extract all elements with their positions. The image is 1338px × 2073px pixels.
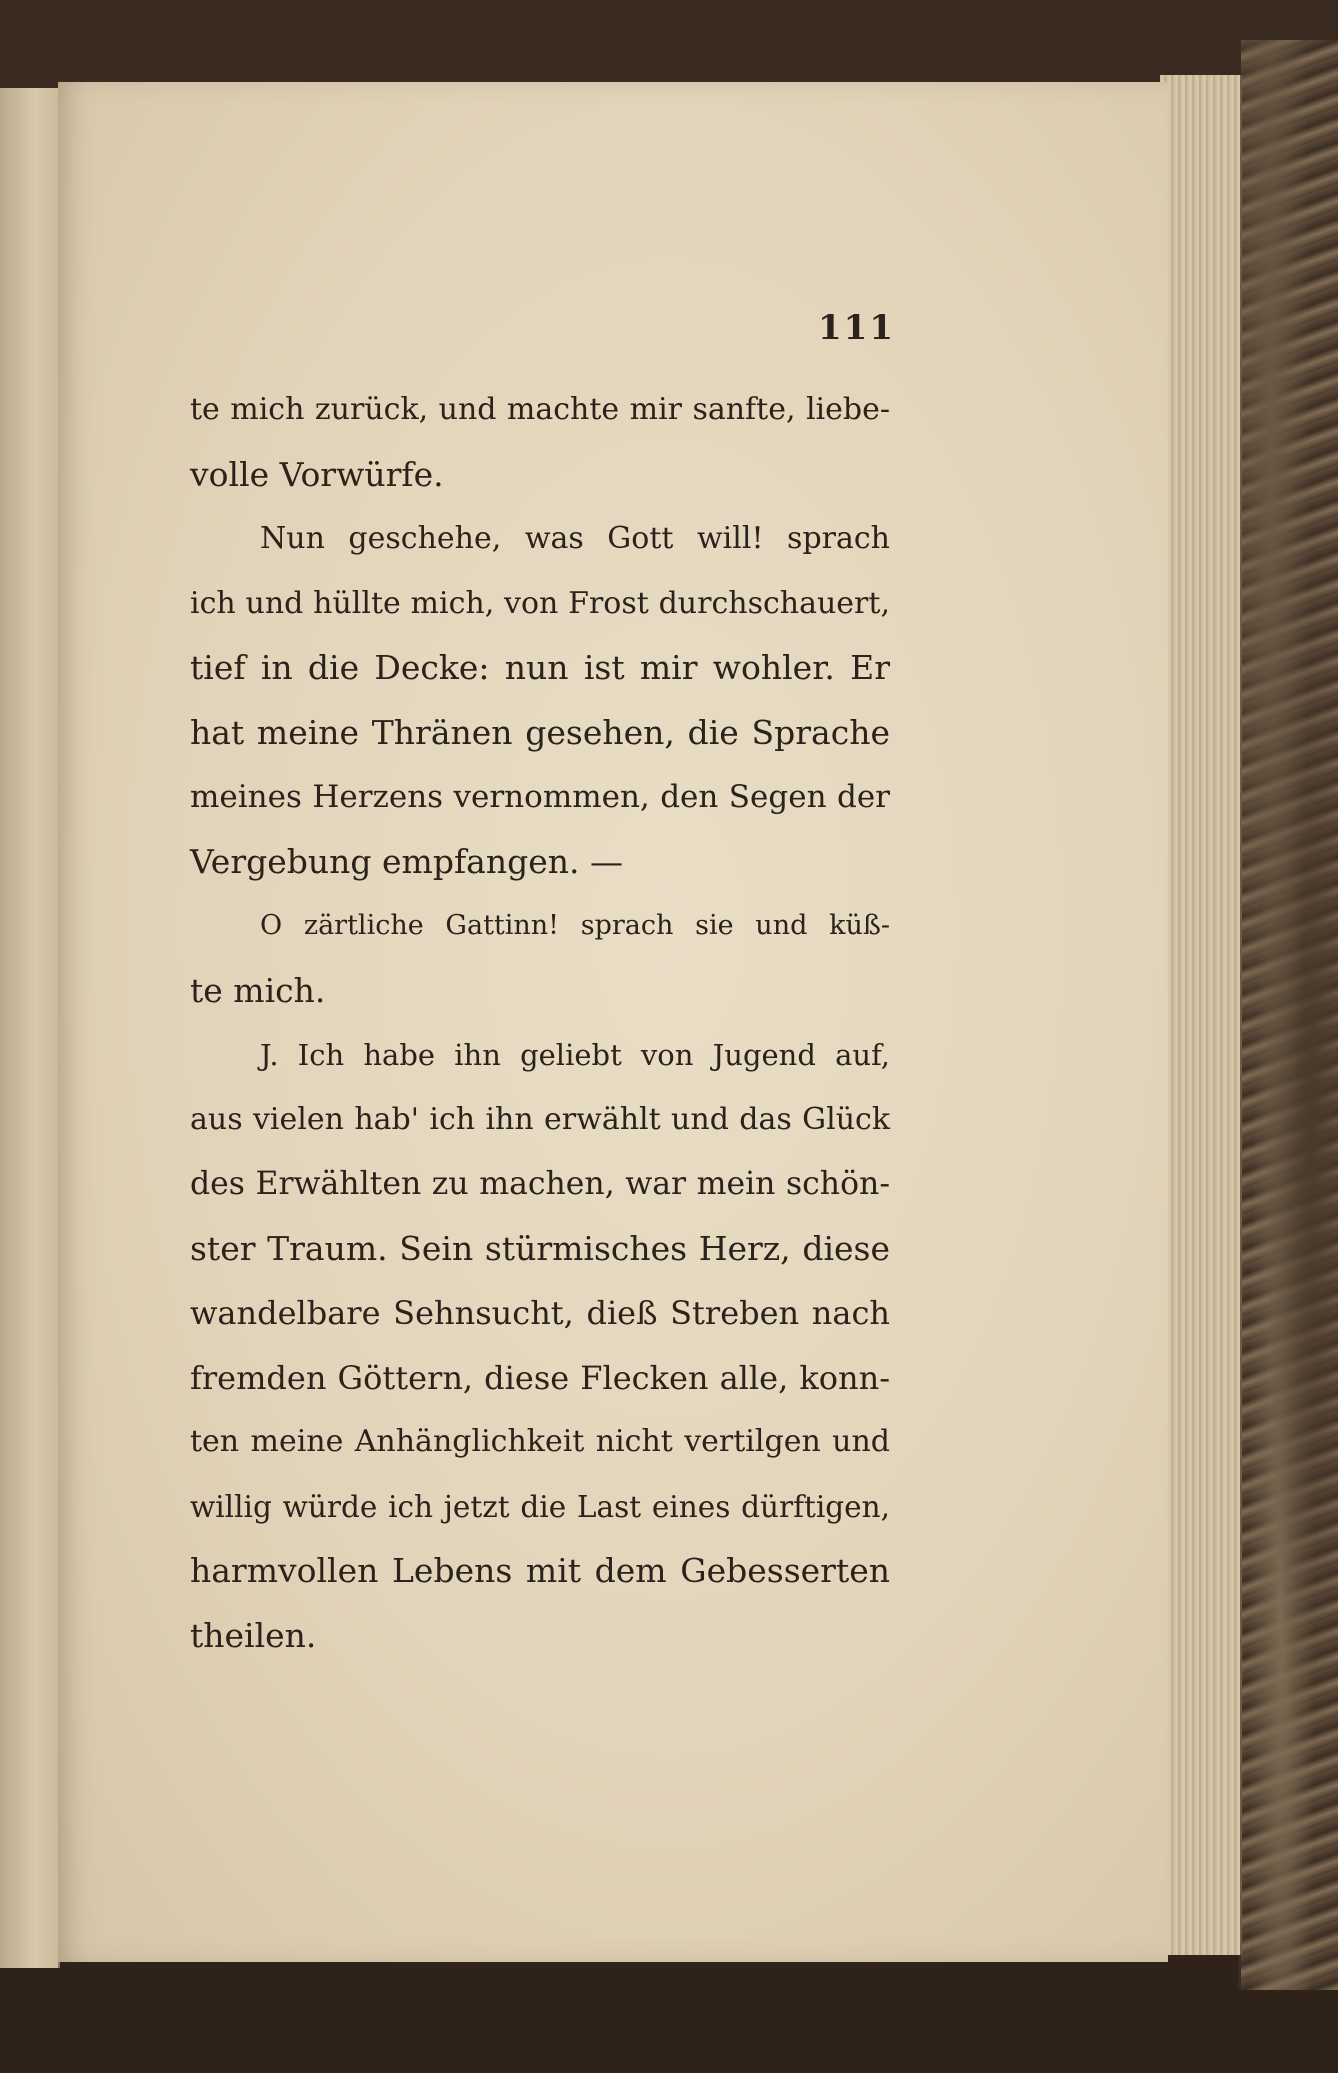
- text-line: te mich zurück, und machte mir sanfte, liebe-: [190, 392, 890, 427]
- text-line: aus vielen hab' ich ihn erwählt und das Glück: [190, 1101, 890, 1137]
- text-line: theilen.: [190, 1615, 317, 1655]
- text-line: harmvollen Lebens mit dem Gebesserten: [190, 1551, 890, 1590]
- text-line: te mich.: [190, 970, 326, 1010]
- text-line: ster Traum. Sein stürmisches Herz, diese: [190, 1228, 890, 1268]
- text-line: ten meine Anhänglichkeit nicht vertilgen und: [190, 1424, 890, 1459]
- text-line: hat meine Thränen gesehen, die Sprache: [190, 712, 890, 752]
- body-text: [190, 378, 890, 1668]
- text-line: Nun geschehe, was Gott will! sprach: [260, 521, 890, 556]
- text-line: fremden Göttern, diese Flecken alle, konn-: [190, 1358, 890, 1397]
- text-line: des Erwählten zu machen, war mein schön-: [190, 1166, 890, 1202]
- page-stack-edge: [1160, 75, 1242, 1955]
- text-line: meines Herzens vernommen, den Segen der: [190, 779, 890, 815]
- left-page-edge: [0, 88, 60, 1968]
- text-line: wandelbare Sehnsucht, dieß Streben nach: [190, 1294, 890, 1332]
- text-line: O zärtliche Gattinn! sprach sie und küß-: [260, 910, 890, 941]
- text-line: J. Ich habe ihn geliebt von Jugend auf,: [260, 1038, 890, 1072]
- text-line: Vergebung empfangen. —: [190, 841, 623, 881]
- page-number: 111: [818, 308, 895, 348]
- marbled-cover: [1238, 40, 1338, 1990]
- text-line: tief in die Decke: nun ist mir wohler. Er: [190, 648, 890, 687]
- text-line: volle Vorwürfe.: [190, 454, 444, 494]
- text-line: willig würde ich jetzt die Last eines dürftigen,: [190, 1489, 890, 1524]
- text-line: ich und hüllte mich, von Frost durchschauert,: [190, 585, 890, 621]
